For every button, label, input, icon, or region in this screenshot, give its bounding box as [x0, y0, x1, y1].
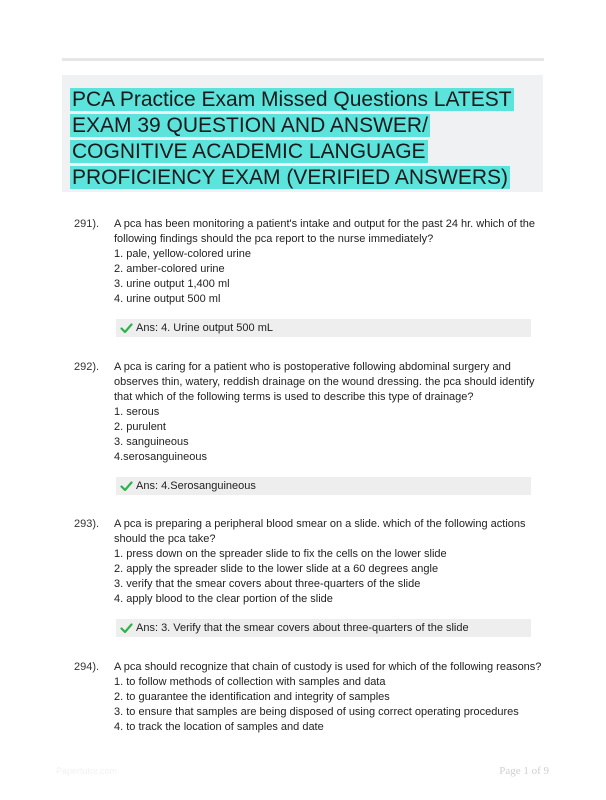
- check-icon: [120, 477, 133, 495]
- option-3: 3. to ensure that samples are being disposed of using correct operating procedures: [114, 706, 519, 718]
- option-4: 4. to track the location of samples and date: [114, 721, 324, 733]
- option-1: 1. pale, yellow-colored urine: [114, 248, 251, 260]
- option-2: 2. purulent: [114, 421, 166, 433]
- option-3: 3. urine output 1,400 ml: [114, 278, 230, 290]
- watermark-text: Papertutor.com: [56, 766, 118, 776]
- options-list: [114, 405, 542, 465]
- answer-box: [116, 477, 531, 495]
- question-text: A pca is caring for a patient who is postoperative following abdominal surgery and observes thin, watery, reddish drainage on the wound dressing. the pca should identify that which of the following terms is used to describe this type of drainage?: [114, 361, 535, 403]
- question-number: 291).: [74, 218, 100, 230]
- question-number: 293).: [74, 518, 100, 530]
- question-text: A pca is preparing a peripheral blood smear on a slide. which of the following actions should the pca take?: [114, 518, 526, 545]
- check-icon: [120, 319, 133, 337]
- page-indicator: Page 1 of 9: [499, 765, 549, 777]
- option-4: 4. apply blood to the clear portion of the slide: [114, 593, 333, 605]
- document-title: PCA Practice Exam Missed Questions LATEST EXAM 39 QUESTION AND ANSWER/ COGNITIVE ACADEMIC LANGUAGE PROFICIENCY EXAM (VERIFIED ANSWERS): [72, 88, 512, 189]
- option-1: 1. serous: [114, 406, 160, 418]
- option-4: 4. urine output 500 ml: [114, 293, 221, 305]
- question-294: [72, 660, 542, 735]
- question-number: 294).: [74, 661, 100, 673]
- answer-box: [116, 319, 531, 337]
- question-292: [72, 360, 542, 495]
- top-divider: [62, 58, 544, 61]
- option-2: 2. amber-colored urine: [114, 263, 225, 275]
- option-2: 2. to guarantee the identification and integrity of samples: [114, 691, 390, 703]
- option-4: 4.serosanguineous: [114, 451, 207, 463]
- answer-text: Ans: 4.Serosanguineous: [136, 480, 256, 492]
- answer-text: Ans: 4. Urine output 500 mL: [136, 322, 273, 334]
- options-list: [114, 247, 542, 307]
- option-1: 1. press down on the spreader slide to fix the cells on the lower slide: [114, 548, 447, 560]
- check-icon: [120, 619, 133, 637]
- question-291: [72, 217, 542, 337]
- question-293: [72, 517, 542, 637]
- options-list: [114, 675, 542, 735]
- option-2: 2. apply the spreader slide to the lower slide at a 60 degrees angle: [114, 563, 439, 575]
- option-1: 1. to follow methods of collection with samples and data: [114, 676, 386, 688]
- option-3: 3. verify that the smear covers about three-quarters of the slide: [114, 578, 421, 590]
- question-text: A pca has been monitoring a patient's intake and output for the past 24 hr. which of the following findings should the pca report to the nurse immediately?: [114, 218, 535, 245]
- option-3: 3. sanguineous: [114, 436, 189, 448]
- question-text: A pca should recognize that chain of custody is used for which of the following reasons?: [114, 661, 542, 673]
- answer-box: [116, 619, 531, 637]
- options-list: [114, 547, 542, 607]
- question-number: 292).: [74, 361, 100, 373]
- answer-text: Ans: 3. Verify that the smear covers about three-quarters of the slide: [136, 622, 469, 634]
